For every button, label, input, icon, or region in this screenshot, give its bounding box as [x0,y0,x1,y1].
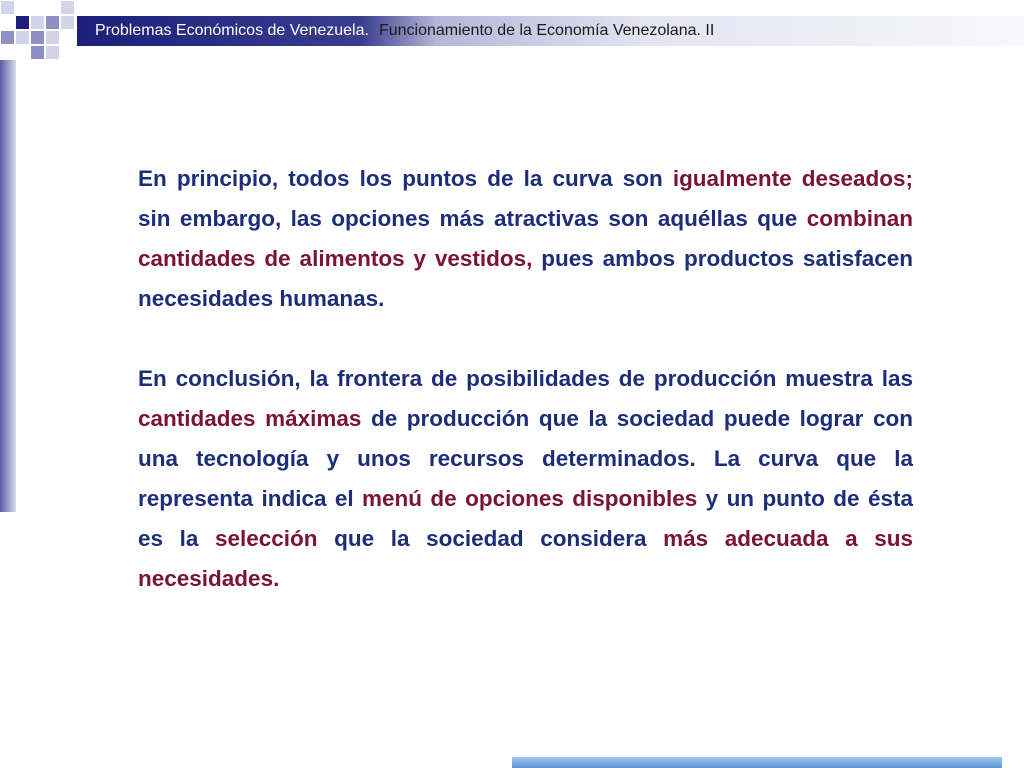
highlight-run: igualmente deseados; [672,166,913,191]
slide-body [138,159,913,599]
highlight-run: menú de opciones disponibles [362,486,698,511]
decor-square [31,16,44,29]
decor-square [16,16,29,29]
decor-square [1,31,14,44]
decor-square [16,31,29,44]
bottom-gradient-bar [512,757,1002,768]
text-run: de producción que la sociedad puede lograr con una tecnología y unos recursos determinados. La curva que la representa indica el [138,406,913,511]
text-run: pues ambos productos satisfacen necesidades humanas. [138,246,913,311]
highlight-run: más adecuada a sus necesidades. [138,526,914,591]
highlight-run: cantidades máximas [138,406,362,431]
header-left-title: Problemas Económicos de Venezuela. [95,22,369,39]
decor-square [1,1,14,14]
text-run: que la sociedad considera [317,526,664,551]
decor-square [61,1,74,14]
text-run: En principio, todos los puntos de la curva son [138,166,673,191]
decor-square [46,46,59,59]
header-right-title: Funcionamiento de la Economía Venezolana. II [378,22,715,39]
left-gradient-bar [0,60,16,512]
decor-square [46,31,59,44]
decor-square [31,31,44,44]
paragraph-principio [138,159,913,319]
header-title [95,20,714,42]
highlight-run: combinan cantidades de alimentos y vestidos, [138,206,913,271]
text-run: En conclusión, la frontera de posibilidades de producción muestra las [138,366,913,391]
decor-square [46,16,59,29]
decor-square [61,16,74,29]
text-run: sin embargo, las opciones más atractivas son aquéllas que [138,206,807,231]
paragraph-conclusion [138,359,913,599]
highlight-run: selección [214,526,318,551]
decor-square [31,46,44,59]
text-run: y un punto de ésta es la [138,486,913,551]
